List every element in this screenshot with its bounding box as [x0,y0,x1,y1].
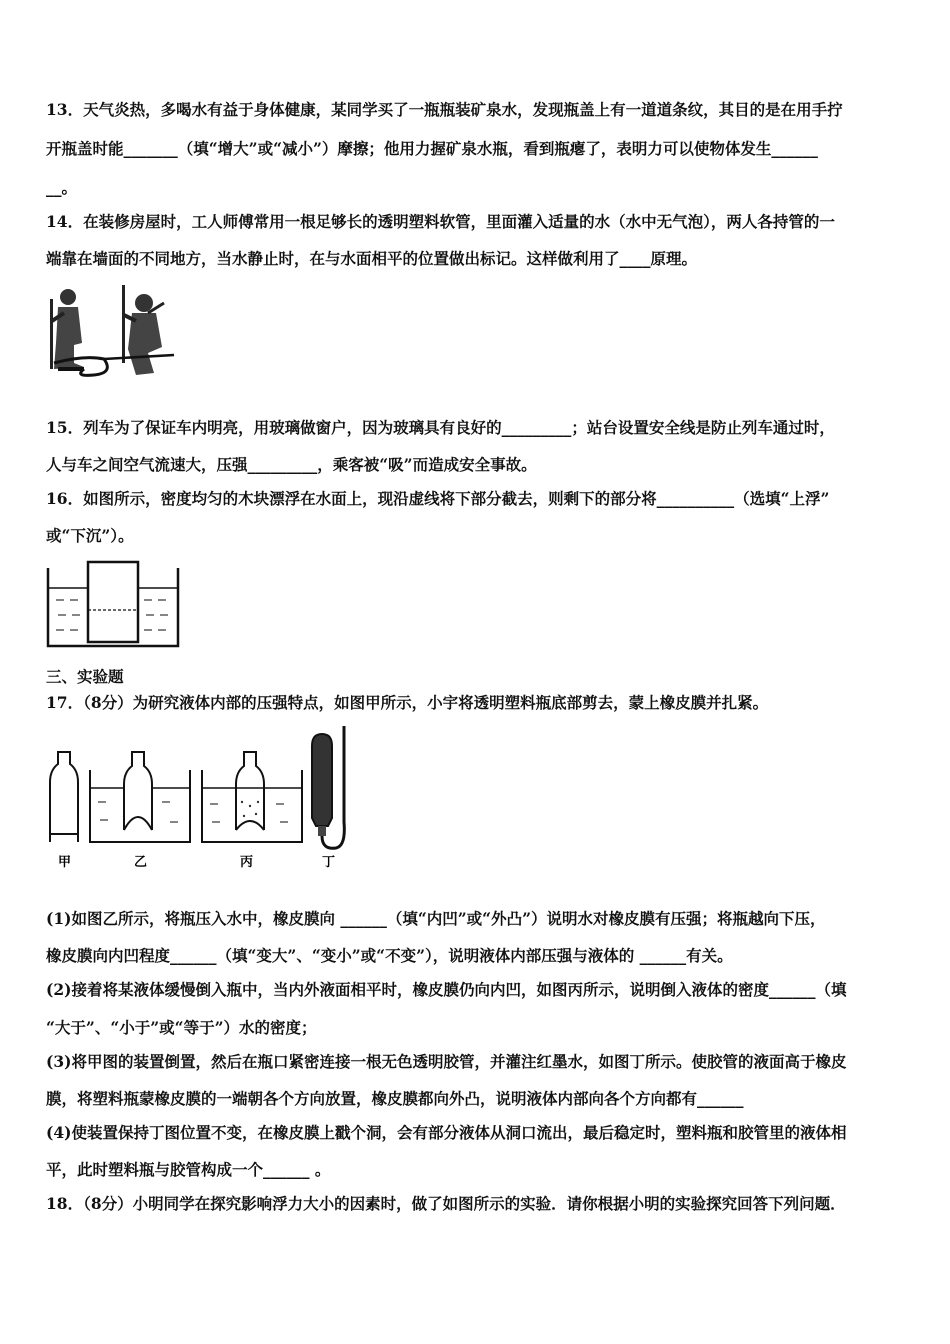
workers-hose-figure [44,283,180,383]
q14-line2: 端靠在墙面的不同地方，当水静止时，在与水面相平的位置做出标记。这样做利用了____原理。 [46,249,698,268]
q14-line1: 14．在装修房屋时，工人师傅常用一根足够长的透明塑料软管，里面灌入适量的水（水中无气泡），两人各持管的一 [46,212,835,231]
q13-line3: __。 [46,178,78,197]
q17-part1-line2: 橡皮膜向内凹程度______（填“变大”、“变小”或“不变”），说明液体内部压强与液体的 ______有关。 [46,946,733,965]
q17-part2-line2: “大于”、“小于”或“等于”）水的密度； [46,1018,317,1037]
q17-part4-line1: (4)使装置保持丁图位置不变，在橡皮膜上戳个洞，会有部分液体从洞口流出，最后稳定时，塑料瓶和胶管里的液体相 [46,1123,847,1142]
q16-line2: 或“下沉”）。 [46,526,134,545]
figure-label-bing: 丙 [240,855,254,870]
floating-block-figure [44,560,182,650]
bottles-experiment-figure [44,722,364,874]
q17-part4-line2: 平，此时塑料瓶与胶管构成一个______ 。 [46,1160,331,1179]
q13-line2: 开瓶盖时能_______（填“增大”或“减小”）摩擦；他用力握矿泉水瓶，看到瓶瘪了，表明力可以使物体发生______ [46,139,818,158]
q15-line1: 15．列车为了保证车内明亮，用玻璃做窗户，因为玻璃具有良好的_________；站台设置安全线是防止列车通过时， [46,418,835,437]
q17-part2-line1: (2)接着将某液体缓慢倒入瓶中，当内外液面相平时，橡皮膜仍向内凹，如图丙所示，说明倒入液体的密度______（填 [46,980,847,999]
q13-line1: 13．天气炎热，多喝水有益于身体健康，某同学买了一瓶瓶装矿泉水，发现瓶盖上有一道道条纹，其目的是在用手拧 [46,100,843,119]
q16-line1: 16．如图所示，密度均匀的木块漂浮在水面上，现沿虚线将下部分截去，则剩下的部分将__________（选填“上浮” [46,489,830,508]
q15-line2: 人与车之间空气流速大，压强_________，乘客被“吸”而造成安全事故。 [46,455,537,474]
q17-part3-line1: (3)将甲图的装置倒置，然后在瓶口紧密连接一根无色透明胶管，并灌注红墨水，如图丁所示。使胶管的液面高于橡皮 [46,1052,847,1071]
q17-part3-line2: 膜，将塑料瓶蒙橡皮膜的一端朝各个方向放置，橡皮膜都向外凸，说明液体内部向各个方向都有______ [46,1089,744,1108]
q18-line1: 18．（8分）小明同学在探究影响浮力大小的因素时，做了如图所示的实验．请你根据小明的实验探究回答下列问题． [46,1194,846,1213]
q17-part1-line1: (1)如图乙所示，将瓶压入水中，橡皮膜向 ______（填“内凹”或“外凸”）说明水对橡皮膜有压强；将瓶越向下压， [46,909,826,928]
figure-label-jia: 甲 [58,855,72,870]
figure-label-yi: 乙 [134,855,148,870]
section-3-heading: 三、实验题 [46,667,124,686]
q17-line1: 17．（8分）为研究液体内部的压强特点，如图甲所示，小宇将透明塑料瓶底部剪去，蒙上橡皮膜并扎紧。 [46,693,769,712]
figure-label-ding: 丁 [322,855,336,870]
